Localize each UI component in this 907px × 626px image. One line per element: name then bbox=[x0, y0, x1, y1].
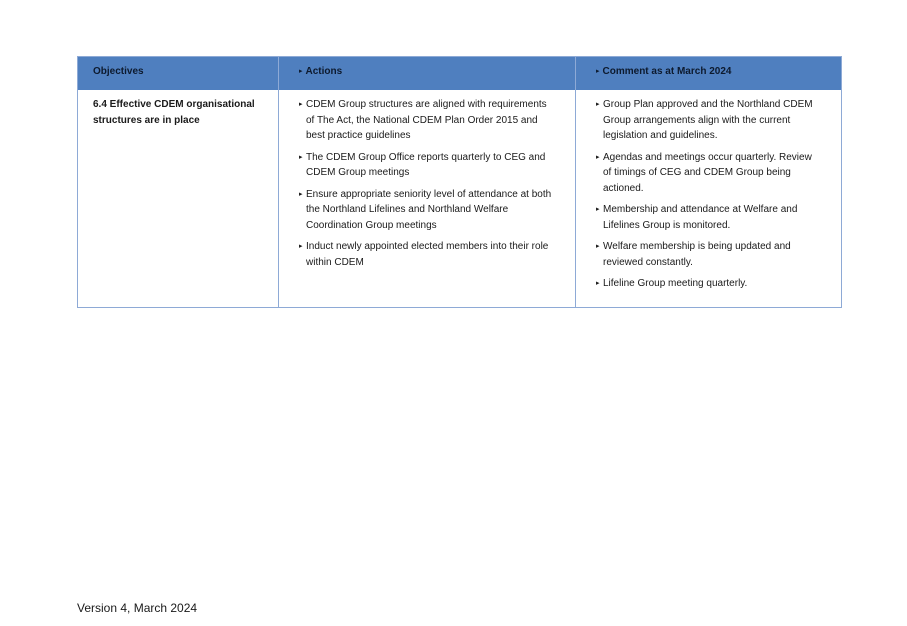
list-item bbox=[596, 239, 816, 270]
bullet-icon: ▸ bbox=[299, 101, 303, 108]
comment-text: Group Plan approved and the Northland CDEM Group arrangements align with the current legislation and guidelines. bbox=[603, 99, 813, 141]
bullet-icon: ▸ bbox=[596, 280, 600, 287]
bullet-icon: ▸ bbox=[299, 190, 303, 198]
comment-text: Agendas and meetings occur quarterly. Review of timings of CEG and CDEM Group being actioned. bbox=[603, 151, 812, 194]
bullet-icon: ▸ bbox=[299, 68, 303, 75]
header-actions-label: Actions bbox=[305, 66, 343, 77]
column-divider bbox=[575, 57, 576, 307]
bullet-icon: ▸ bbox=[299, 243, 303, 250]
list-item bbox=[299, 97, 557, 144]
actions-cell bbox=[299, 97, 557, 276]
action-text: CDEM Group structures are aligned with requirements of The Act, the National CDEM Plan Order 2015 and best practice guidelines bbox=[306, 99, 547, 141]
comment-text: Lifeline Group meeting quarterly. bbox=[603, 278, 748, 289]
header-comment-label: Comment as at March 2024 bbox=[602, 66, 732, 77]
table-header-row bbox=[78, 57, 841, 90]
bullet-icon: ▸ bbox=[596, 68, 600, 75]
actions-list bbox=[299, 97, 557, 270]
action-text: Induct newly appointed elected members into their role within CDEM bbox=[306, 241, 549, 268]
header-comment bbox=[596, 57, 731, 90]
action-text: The CDEM Group Office reports quarterly to CEG and CDEM Group meetings bbox=[306, 151, 546, 178]
list-item bbox=[299, 187, 557, 234]
bullet-icon: ▸ bbox=[596, 101, 600, 108]
comment-text: Membership and attendance at Welfare and Lifelines Group is monitored. bbox=[603, 204, 798, 231]
comments-cell bbox=[596, 97, 816, 298]
header-actions bbox=[299, 57, 342, 90]
comments-list bbox=[596, 97, 816, 292]
list-item bbox=[596, 150, 816, 197]
comment-text: Welfare membership is being updated and reviewed constantly. bbox=[603, 241, 791, 268]
list-item bbox=[299, 239, 557, 270]
bullet-icon: ▸ bbox=[596, 206, 600, 213]
list-item bbox=[596, 202, 816, 233]
bullet-icon: ▸ bbox=[299, 153, 303, 161]
objective-cell bbox=[93, 97, 271, 128]
objective-text: 6.4 Effective CDEM organisational structures are in place bbox=[93, 99, 255, 126]
bullet-icon: ▸ bbox=[596, 243, 600, 250]
column-divider bbox=[278, 57, 279, 307]
header-objectives-label: Objectives bbox=[93, 66, 144, 77]
action-text: Ensure appropriate seniority level of attendance at both the Northland Lifelines and Northland Welfare Coordination Group meetings bbox=[306, 188, 552, 231]
objectives-table bbox=[77, 56, 842, 308]
list-item bbox=[596, 276, 816, 292]
header-objectives bbox=[93, 57, 144, 90]
list-item bbox=[299, 150, 557, 181]
bullet-icon: ▸ bbox=[596, 153, 600, 161]
page-footer: Version 4, March 2024 bbox=[77, 601, 198, 615]
list-item bbox=[596, 97, 816, 144]
